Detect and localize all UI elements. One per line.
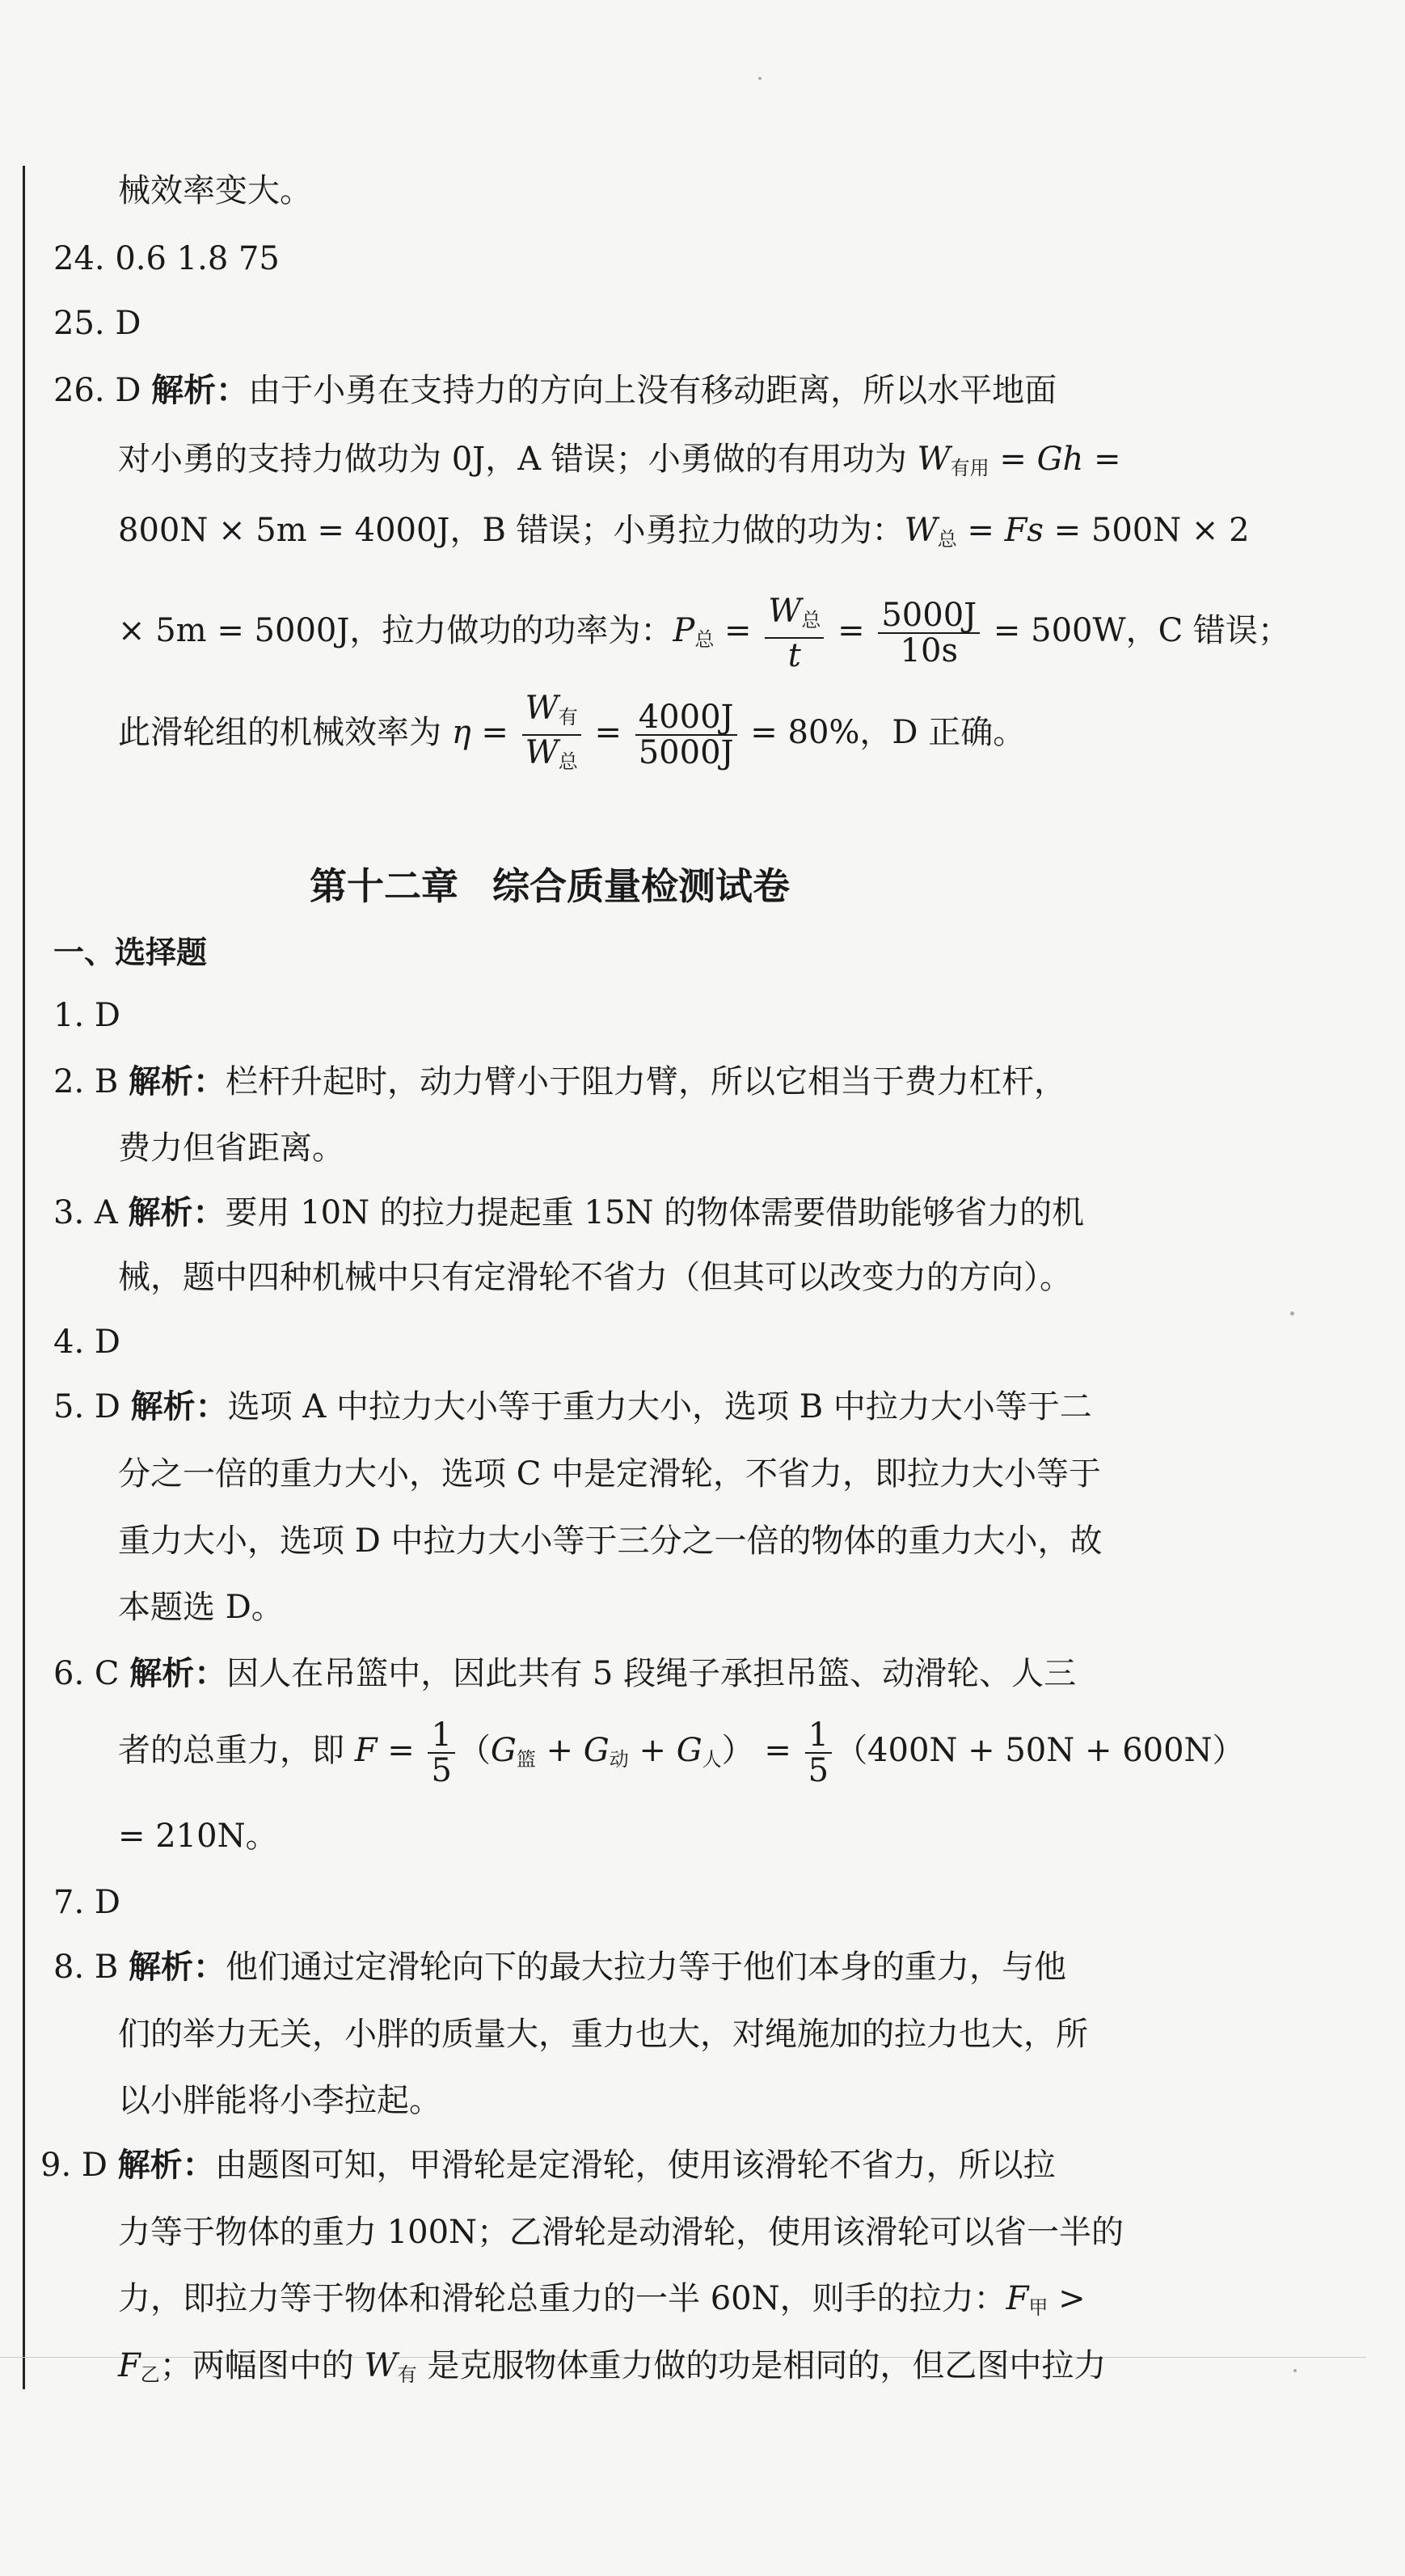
scan-speck	[1290, 1311, 1294, 1315]
answer-5-line-4: 本题选 D。	[118, 1589, 284, 1626]
fraction-one-fifth-2: $\frac{1}{5}$	[805, 1718, 832, 1788]
answer-2-line-2: 费力但省距离。	[118, 1130, 344, 1167]
answer-26-line-4: × 5m = 5000J，拉力做功的功率为：$P_总$ = $\frac{W_总}{t}$ = $\frac{5000J}{10s}$ = 500W，C 错误；	[118, 592, 1290, 674]
fraction-w-useful-over-w-total: $\frac{W_有}{W_总}$	[522, 691, 581, 779]
prev-answer-continuation: 械效率变大。	[118, 172, 312, 209]
answer-26-line-5: 此滑轮组的机械效率为 η = $\frac{W_有}{W_总}$ = $\frac{4000J}{5000J}$ = 80%，D 正确。	[118, 691, 1025, 772]
answer-7: 7. D	[53, 1884, 120, 1921]
answer-6-line-1: 6. C 解析：因人在吊篮中，因此共有 5 段绳子承担吊篮、动滑轮、人三	[53, 1655, 1077, 1692]
answer-8-line-2: 们的举力无关，小胖的质量大，重力也大，对绳施加的拉力也大，所	[118, 2016, 1088, 2053]
answer-9-line-4: $F_乙$；两幅图中的 $W_有$ 是克服物体重力做的功是相同的，但乙图中拉力	[118, 2347, 1107, 2386]
binding-margin-line	[23, 166, 25, 2389]
fraction-5000j-over-10s: $\frac{5000J}{10s}$	[878, 598, 980, 668]
answer-24: 24. 0.6 1.8 75	[53, 240, 280, 277]
answer-5-line-1: 5. D 解析：选项 A 中拉力大小等于重力大小，选项 B 中拉力大小等于二	[53, 1388, 1092, 1425]
fraction-w-over-t: $\frac{W_总}{t}$	[765, 594, 824, 673]
answer-6-line-3: = 210N。	[118, 1818, 278, 1855]
answer-1: 1. D	[53, 997, 120, 1034]
answer-26-line-3: 800N × 5m = 4000J，B 错误；小勇拉力做的功为：$W_总 = Fs = 500N \times 2$	[118, 512, 1250, 551]
answer-8-line-1: 8. B 解析：他们通过定滑轮向下的最大拉力等于他们本身的重力，与他	[53, 1949, 1066, 1986]
fraction-one-fifth: $\frac{1}{5}$	[428, 1718, 454, 1788]
answer-3-line-1: 3. A 解析：要用 10N 的拉力提起重 15N 的物体需要借助能够省力的机	[53, 1194, 1085, 1231]
answer-25: 25. D	[53, 305, 141, 342]
scan-speck	[758, 77, 762, 80]
answer-9-line-2: 力等于物体的重力 100N；乙滑轮是动滑轮，使用该滑轮可以省一半的	[118, 2214, 1124, 2251]
answer-5-line-2: 分之一倍的重力大小，选项 C 中是定滑轮，不省力，即拉力大小等于	[118, 1455, 1102, 1493]
answer-26-line-1: 26. D 解析：由于小勇在支持力的方向上没有移动距离，所以水平地面	[53, 372, 1057, 409]
answer-5-line-3: 重力大小，选项 D 中拉力大小等于三分之一倍的物体的重力大小，故	[118, 1522, 1103, 1560]
section-heading: 一、选择题	[53, 935, 208, 970]
answer-4: 4. D	[53, 1324, 120, 1361]
scan-speck	[1293, 2369, 1297, 2372]
answer-8-line-3: 以小胖能将小李拉起。	[118, 2082, 441, 2119]
answer-9-line-1: 9. D 解析：由题图可知，甲滑轮是定滑轮，使用该滑轮不省力，所以拉	[40, 2147, 1056, 2184]
answer-9-line-3: 力，即拉力等于物体和滑轮总重力的一半 60N，则手的拉力：$F_甲$ >	[118, 2280, 1086, 2319]
fraction-4000j-over-5000j: $\frac{4000J}{5000J}$	[635, 700, 737, 770]
chapter-title: 第十二章 综合质量检测试卷	[309, 864, 790, 908]
answer-3-line-2: 械，题中四种机械中只有定滑轮不省力（但其可以改变力的方向）。	[118, 1259, 1072, 1296]
answer-2-line-1: 2. B 解析：栏杆升起时，动力臂小于阻力臂，所以它相当于费力杠杆，	[53, 1063, 1066, 1100]
answer-26-line-2: 对小勇的支持力做功为 0J，A 错误；小勇做的有用功为 $W_{有用} = Gh$ =	[118, 441, 1121, 479]
answer-6-line-2: 者的总重力，即 F = $\frac{1}{5}$ $(G_篮 + G_动 + G_人)$ = $\frac{1}{5}$ （400N + 50N + 600N）	[118, 1717, 1245, 1789]
